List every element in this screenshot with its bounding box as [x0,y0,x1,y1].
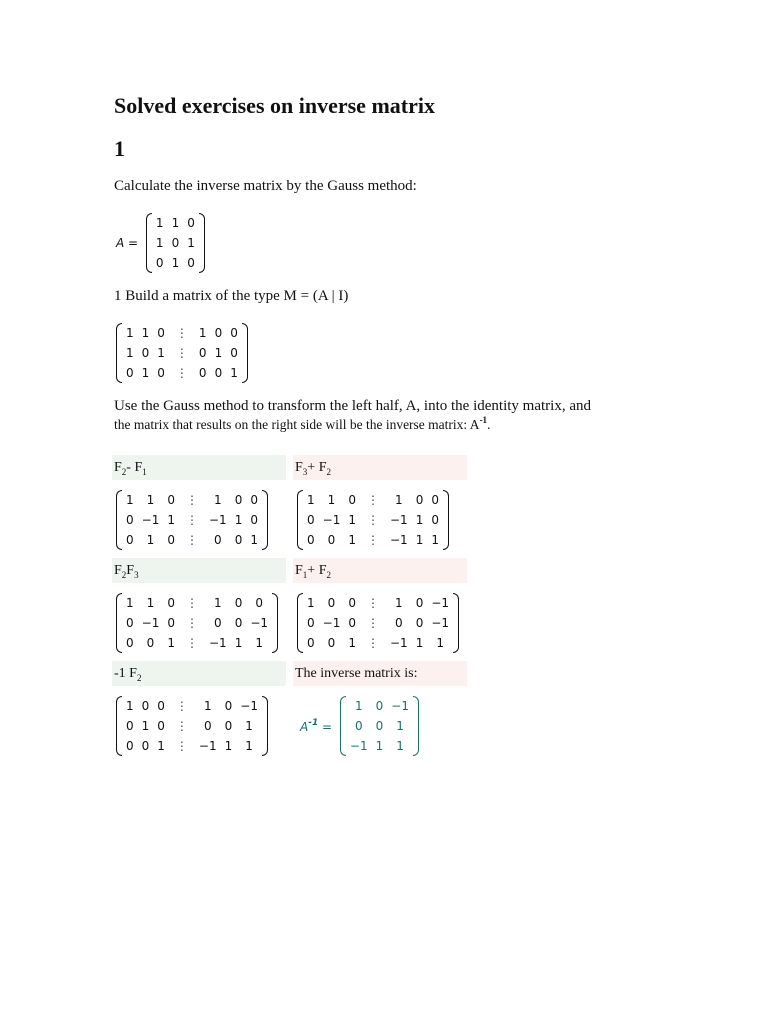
step-2-matrix: 1 1 0 ⋮ 1 0 0 0 −1 1 ⋮ −1 1 0 0 0 1 ⋮ −1 1 1 [297,490,449,550]
inverse-label: The inverse matrix is: [293,661,467,686]
exercise-number: 1 [114,136,125,161]
step-label-f2-minus-f1: $F_2-$ $F_1$ [112,455,286,480]
step-1-matrix: 1 1 0 ⋮ 1 0 0 0 −1 1 ⋮ −1 1 0 0 1 0 ⋮ 0 0 1 [116,490,268,550]
matrix-a-equation [116,213,205,273]
matrix-a-label: A = [116,236,139,250]
step-label-minus1-f2: -1 $F_2$ [112,661,286,686]
inverse-matrix: 1 0 −1 0 0 1 −1 1 1 [340,696,419,756]
inverse-matrix-equation [300,696,419,756]
inverse-matrix-label: $A^{-1}$ = [300,718,333,734]
augmented-matrix-m: 1 1 0 ⋮ 1 0 0 1 0 1 ⋮ 0 1 0 0 1 0 ⋮ 0 0 1 [116,323,248,383]
matrix-a: 1 1 0 1 0 1 0 1 0 [146,213,205,273]
step-3-matrix: 1 1 0 ⋮ 1 0 0 0 −1 0 ⋮ 0 0 −1 0 0 1 ⋮ −1 1 1 [116,593,278,653]
step-label-f1-plus-f2: $F_1+ F_2$ [293,558,467,583]
page-title: Solved exercises on inverse matrix [114,93,435,118]
step-1-text: 1 Build a matrix of the type M = (A | I) [114,288,349,304]
gauss-instructions-line-2: the matrix that results on the right side will be the inverse matrix: $A^{-1}$. [114,415,491,432]
step-label-f3-plus-f2: $F_3+ F_2$ [293,455,467,480]
gauss-instructions-line-1: Use the Gauss method to transform the left half, A, into the identity matrix, and [114,398,591,414]
step-5-matrix: 1 0 0 ⋮ 1 0 −1 0 1 0 ⋮ 0 0 1 0 0 1 ⋮ −1 1 1 [116,696,268,756]
intro-text: Calculate the inverse matrix by the Gauss method: [114,178,417,194]
step-4-matrix: 1 0 0 ⋮ 1 0 −1 0 −1 0 ⋮ 0 0 −1 0 0 1 ⋮ −1 1 1 [297,593,459,653]
step-label-f2-f3: $F_2F_3$ [112,558,286,583]
